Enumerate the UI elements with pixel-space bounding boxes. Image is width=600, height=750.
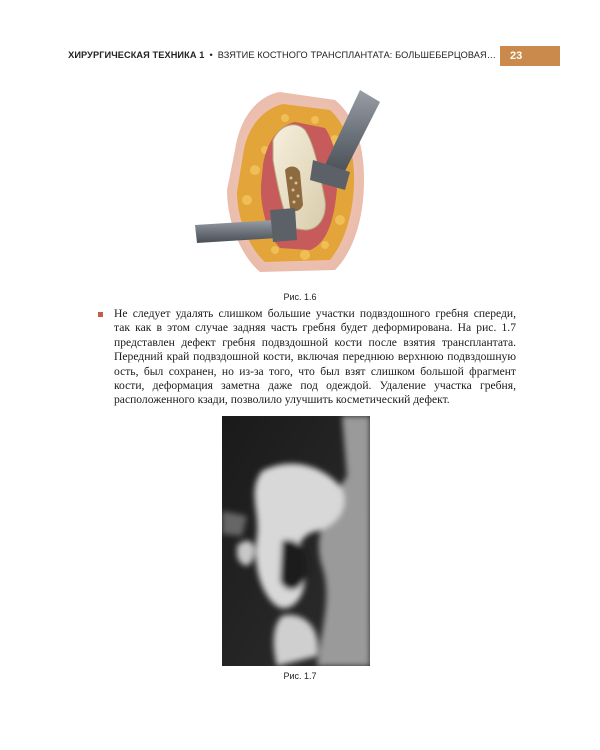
figure-caption-1: Рис. 1.6: [283, 292, 317, 302]
header-title: ВЗЯТИЕ КОСТНОГО ТРАНСПЛАНТАТА: БОЛЬШЕБЕРЦОВАЯ…: [217, 50, 496, 60]
header-separator: •: [209, 50, 213, 60]
figure-caption-2: Рис. 1.7: [283, 671, 317, 681]
figure-xray: [222, 416, 370, 666]
header-text: [68, 50, 496, 60]
body-paragraph: Не следует удалять слишком большие участки подвздошного гребня спереди, так как в этом случае задняя часть гребня будет деформирована. На рис. 1.7 представлен дефект гребня подвздошной кости после взятия трансплантата. Передний край подвздошной кости, включая переднюю верхнюю подвздошную ость, был сохранен, но из-за того, что был взят слишком большой фрагмент кости, деформация заметна даже под одеждой. Удаление участка гребня, расположенного кзади, позволило улучшить косметический дефект.: [114, 307, 516, 407]
bullet-marker: [98, 312, 103, 317]
page-number: 23: [500, 46, 560, 66]
running-header: [0, 46, 600, 68]
figure-surgical-illustration: [185, 80, 420, 280]
header-chapter: ХИРУРГИЧЕСКАЯ ТЕХНИКА 1: [68, 50, 205, 60]
